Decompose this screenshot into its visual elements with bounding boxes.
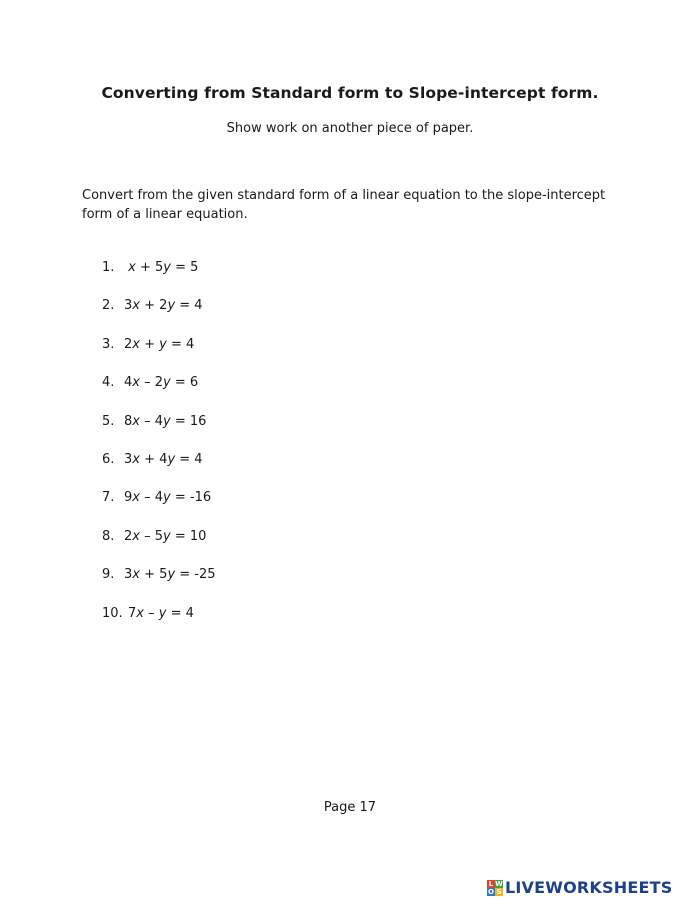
problem-equation: 3x + 5y = -25 [124, 567, 216, 583]
problem-equation: 2x – 5y = 10 [124, 528, 207, 544]
problem-number: 1. [102, 260, 115, 275]
page-number: Page 17 [323, 800, 377, 815]
problem-item [102, 412, 216, 450]
worksheet-title: Converting from Standard form to Slope-intercept form. [101, 84, 599, 102]
problem-item [102, 335, 216, 373]
problem-number: 7. [102, 490, 115, 506]
worksheet-subtitle: Show work on another piece of paper. [226, 121, 474, 136]
problem-equation: 2x + y = 4 [124, 336, 195, 352]
logo-cell: L [488, 879, 494, 888]
problem-number: 6. [102, 451, 115, 467]
problem-number: 2. [102, 298, 115, 314]
problem-equation: 9x – 4y = -16 [124, 490, 212, 506]
problem-item [102, 527, 216, 565]
watermark-text: LIVEWORKSHEETS [505, 878, 673, 897]
problem-equation: 3x + 2y = 4 [124, 298, 203, 314]
instructions-text: Convert from the given standard form of a linear equation to the slope-intercept form of a linear equation. [82, 188, 606, 222]
problem-equation: x + 5y = 5 [128, 260, 199, 275]
problem-number: 4. [102, 375, 115, 391]
problem-equation: 8x – 4y = 16 [124, 413, 207, 429]
problem-number: 5. [102, 413, 115, 429]
problem-number: 10. [102, 605, 123, 621]
liveworksheets-watermark[interactable] [487, 878, 672, 897]
problem-number: 3. [102, 336, 115, 352]
problem-item [102, 373, 216, 411]
problem-item [102, 296, 216, 334]
problem-item [102, 604, 216, 642]
problem-item [102, 565, 216, 603]
problem-equation: 7x – y = 4 [128, 605, 194, 621]
problem-list [102, 258, 216, 642]
problem-number: 9. [102, 567, 115, 583]
problem-equation: 3x + 4y = 4 [124, 451, 203, 467]
logo-cell: O [488, 887, 494, 896]
problem-item [102, 258, 216, 296]
problem-item [102, 488, 216, 526]
logo-cell: S [496, 887, 502, 896]
problem-number: 8. [102, 528, 115, 544]
logo-cell: W [495, 879, 503, 888]
liveworksheets-logo-icon [487, 880, 503, 896]
problem-item [102, 450, 216, 488]
problem-equation: 4x – 2y = 6 [124, 375, 199, 391]
